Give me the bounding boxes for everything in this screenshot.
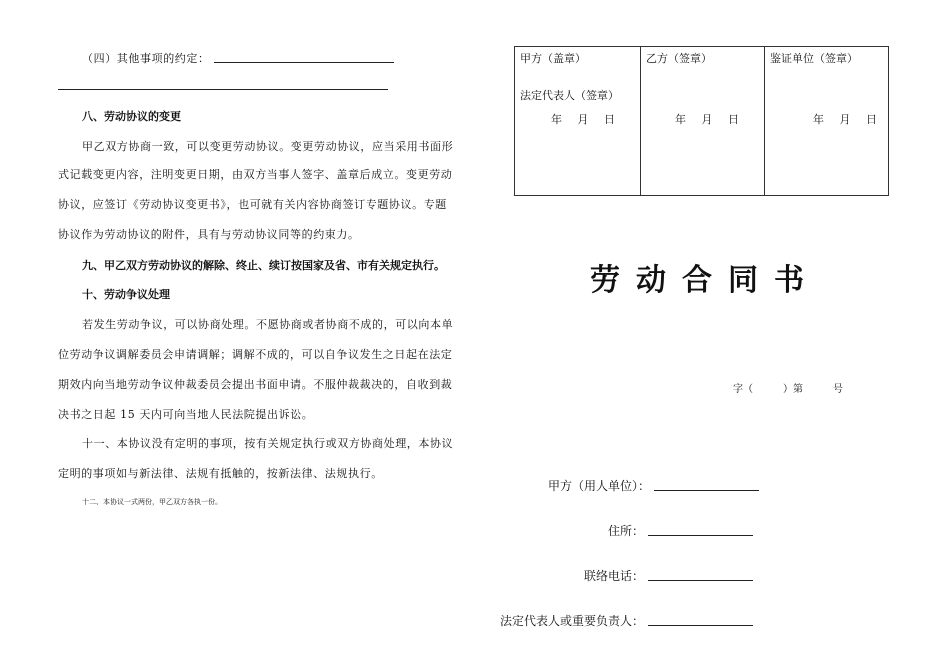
clause4-blank-line [214, 62, 394, 63]
notary-stamp-label: 鉴证单位（签章） [770, 52, 858, 65]
address-label: 住所： [607, 524, 644, 538]
section8-line: 甲乙双方协商一致，可以变更劳动协议。变更劳动协议，应当采用书面形 [82, 140, 454, 153]
party-a-employer-line[interactable] [654, 490, 759, 491]
stamp-cell-party-b [641, 47, 765, 195]
section9-title: 九、甲乙双方劳动协议的解除、终止、续订按国家及省、市有关规定执行。 [82, 259, 445, 272]
phone-line[interactable] [648, 580, 753, 581]
signature-stamp-table [514, 46, 889, 196]
section8-line: 式记载变更内容，注明变更日期，由双方当事人签字、盖章后成立。变更劳动 [58, 168, 453, 181]
section12-text: 十二、本协议一式两份，甲乙双方各执一份。 [82, 498, 222, 506]
section8-line: 协议，应签订《劳动协议变更书》，也可就有关内容协商签订专题协议。专题 [58, 198, 447, 211]
section10-line: 若发生劳动争议，可以协商处理。不愿协商或者协商不成的，可以向本单 [82, 318, 454, 331]
party-a-employer-label: 甲方（用人单位）： [547, 479, 650, 493]
clause4-label: （四）其他事项的约定： [82, 52, 210, 65]
address-line[interactable] [648, 535, 753, 536]
party-a-date: 年 月 日 [551, 113, 615, 126]
contract-title: 劳动合同书 [590, 263, 820, 298]
legal-rep-label: 法定代表人或重要负责人： [499, 614, 644, 628]
section10-line: 位劳动争议调解委员会申请调解；调解不成的，可以自争议发生之日起在法定 [58, 348, 453, 361]
party-a-stamp-label: 甲方（盖章） [520, 52, 586, 65]
party-b-sign-label: 乙方（签章） [646, 52, 712, 65]
legal-rep-sign-label: 法定代表人（签章） [520, 89, 619, 102]
section8-line: 协议作为劳动协议的附件，具有与劳动协议同等的约束力。 [58, 228, 360, 241]
legal-rep-line[interactable] [648, 625, 753, 626]
party-b-date: 年 月 日 [675, 113, 739, 126]
clause4-blank-line-2 [58, 89, 388, 90]
phone-label: 联络电话： [583, 569, 644, 583]
section10-line: 期效内向当地劳动争议仲裁委员会提出书面申请。不服仲裁裁决的，自收到裁 [58, 378, 453, 391]
notary-date: 年 月 日 [813, 113, 877, 126]
stamp-cell-notary [765, 47, 888, 195]
section10-line: 决书之日起 15 天内可向当地人民法院提出诉讼。 [58, 408, 314, 421]
section10-title: 十、劳动争议处理 [82, 288, 170, 301]
section11-line: 十一、本协议没有定明的事项，按有关规定执行或双方协商处理，本协议 [82, 437, 454, 450]
section11-line: 定明的事项如与新法律、法规有抵触的，按新法律、法规执行。 [58, 467, 383, 480]
stamp-cell-party-a [515, 47, 641, 195]
section8-title: 八、劳动协议的变更 [82, 110, 181, 123]
document-number: 字（ ）第 号 [733, 384, 843, 395]
